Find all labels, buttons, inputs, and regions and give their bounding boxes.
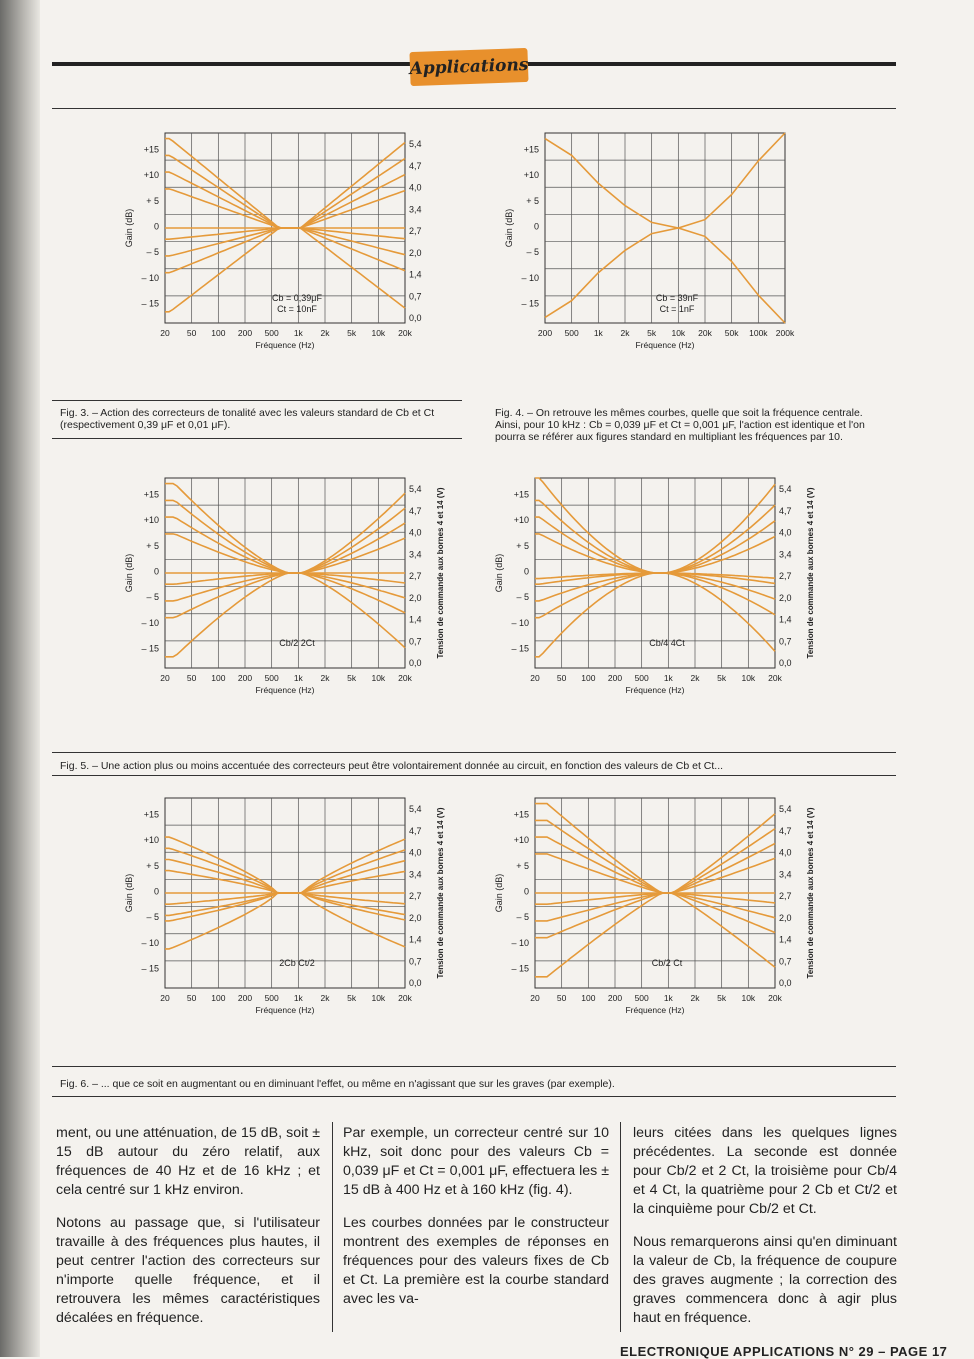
response-curve [545, 133, 785, 228]
y-tick-label: +10 [523, 170, 539, 181]
x-tick-label: 20k [768, 673, 782, 683]
control-voltage-label: 4,7 [779, 505, 792, 516]
figure-6b [490, 790, 830, 1050]
x-axis-label: Fréquence (Hz) [635, 340, 695, 350]
x-tick-label: 200 [237, 328, 253, 338]
rule [52, 1066, 896, 1067]
control-voltage-label: 1,4 [409, 269, 422, 280]
control-voltage-label: 0,7 [409, 291, 422, 302]
response-curve [535, 500, 775, 573]
control-voltage-label: 5,4 [409, 139, 422, 149]
x-tick-label: 200 [607, 673, 623, 683]
body-col-3 [633, 1124, 897, 1342]
body-col-1 [56, 1124, 320, 1342]
figure-4 [500, 125, 830, 380]
x-tick-label: 20 [160, 673, 170, 683]
control-voltage-label: 3,4 [409, 204, 422, 215]
response-curve [535, 478, 775, 573]
rule [52, 438, 462, 439]
response-curve [535, 573, 775, 584]
figure-5b [490, 470, 830, 725]
control-voltage-label: 0,0 [779, 978, 792, 988]
control-voltage-label: 4,7 [409, 825, 422, 836]
y-axis-label: Gain (dB) [124, 208, 134, 248]
x-tick-label: 2k [320, 993, 330, 1003]
x-tick-label: 20k [698, 328, 712, 338]
component-values-label: Ct = 1nF [659, 304, 695, 314]
x-tick-label: 20 [530, 673, 540, 683]
component-values-label: Cb/2 Ct [651, 958, 683, 968]
right-axis-title: Tension de commande aux bornes 4 et 14 (V) [436, 487, 445, 659]
paragraph: Les courbes données par le constructeur montrent des exemples de réponses en fréquences pour des valeurs fixes de Cb et Ct. La première est la courbe standard avec les va- [343, 1215, 609, 1307]
response-curve [535, 854, 775, 893]
x-axis-label: Fréquence (Hz) [625, 685, 685, 695]
control-voltage-label: 2,7 [779, 571, 792, 581]
x-tick-label: 2k [690, 993, 700, 1003]
control-voltage-label: 1,4 [779, 614, 792, 625]
x-tick-label: 1k [293, 993, 303, 1003]
control-voltage-label: 5,4 [409, 484, 422, 494]
x-tick-label: 20 [160, 993, 170, 1003]
x-tick-label: 1k [593, 328, 603, 338]
x-tick-label: 50 [556, 673, 567, 683]
x-tick-label: 5k [717, 993, 727, 1003]
control-voltage-label: 0,0 [409, 978, 422, 988]
x-tick-label: 20k [768, 993, 782, 1003]
control-voltage-label: 3,4 [779, 549, 792, 560]
column-divider [620, 1122, 621, 1332]
response-curve [165, 228, 405, 239]
response-curve [165, 228, 405, 256]
x-tick-label: 20k [398, 993, 412, 1003]
page-footer: ELECTRONIQUE APPLICATIONS N° 29 – PAGE 17 [620, 1344, 948, 1359]
y-tick-label: – 5 [146, 247, 159, 258]
rule [52, 775, 896, 776]
y-tick-label: +15 [143, 489, 159, 500]
figure-6a [120, 790, 460, 1050]
component-values-label: Cb/4 4Ct [649, 638, 685, 648]
paragraph: leurs citées dans les quelques lignes précédentes. La seconde est donnée pour Cb/2 et 2 Ct, la troisième pour Cb/4 et 4 Ct, la quatrième pour 2 Cb et Ct/2 et la cinquième pour Cb/2 et Ct. [633, 1125, 897, 1217]
control-voltage-label: 0,7 [409, 636, 422, 647]
y-tick-label: +10 [513, 835, 529, 846]
caption-fig3: Fig. 3. – Action des correcteurs de tonalité avec les valeurs standard de Cb et Ct (respectivement 0,39 μF et 0,01 μF). [60, 407, 435, 431]
response-curve [165, 837, 405, 893]
x-tick-label: 2k [320, 673, 330, 683]
x-tick-label: 100k [749, 328, 768, 338]
y-tick-label: – 10 [521, 272, 539, 283]
y-tick-label: 0 [153, 566, 159, 577]
control-voltage-label: 2,7 [779, 891, 792, 901]
x-tick-label: 2k [620, 328, 630, 338]
y-tick-label: – 5 [146, 592, 159, 603]
x-axis-label: Fréquence (Hz) [255, 685, 315, 695]
x-tick-label: 20 [160, 328, 170, 338]
y-tick-label: – 15 [141, 643, 159, 654]
section-badge: Applications [409, 48, 528, 86]
column-divider [332, 1122, 333, 1332]
y-tick-label: – 5 [146, 912, 159, 923]
control-voltage-label: 5,4 [779, 804, 792, 814]
x-tick-label: 10k [371, 673, 386, 683]
control-voltage-label: 1,4 [409, 614, 422, 625]
paragraph: Par exemple, un correcteur centré sur 10 kHz, soit donc pour des valeurs Cb = 0,039 μF et Ct = 0,001 μF, effectuera les ± 15 dB à 400 Hz et à 160 kHz (fig. 4). [343, 1125, 609, 1198]
x-tick-label: 500 [264, 993, 279, 1003]
x-tick-label: 10k [741, 993, 756, 1003]
control-voltage-label: 2,0 [779, 592, 792, 603]
figure-5a [120, 470, 460, 725]
y-tick-label: 0 [153, 886, 159, 897]
control-voltage-label: 0,0 [779, 658, 792, 668]
y-tick-label: – 10 [141, 617, 159, 628]
x-tick-label: 2k [690, 673, 700, 683]
x-tick-label: 100 [211, 328, 226, 338]
y-tick-label: + 5 [516, 860, 529, 871]
y-tick-label: + 5 [516, 540, 529, 551]
response-curve [165, 155, 405, 228]
caption-fig6: Fig. 6. – ... que ce soit en augmentant ou en diminuant l'effet, ou même en n'agissant que sur les graves (par exemple). [60, 1078, 615, 1090]
y-tick-label: – 10 [511, 937, 529, 948]
control-voltage-label: 4,0 [409, 527, 422, 538]
component-values-label: 2Cb Ct/2 [279, 958, 315, 968]
control-voltage-label: 1,4 [779, 934, 792, 945]
control-voltage-label: 1,4 [409, 934, 422, 945]
x-tick-label: 10k [741, 673, 756, 683]
control-voltage-label: 0,7 [779, 636, 792, 647]
control-voltage-label: 5,4 [409, 804, 422, 814]
control-voltage-label: 2,0 [779, 912, 792, 923]
control-voltage-label: 2,7 [409, 226, 422, 236]
y-tick-label: – 10 [141, 272, 159, 283]
x-axis-label: Fréquence (Hz) [625, 1005, 685, 1015]
control-voltage-label: 4,0 [779, 847, 792, 858]
x-tick-label: 5k [347, 673, 357, 683]
x-tick-label: 100 [211, 993, 226, 1003]
x-tick-label: 1k [293, 673, 303, 683]
x-tick-label: 50k [724, 328, 739, 338]
caption-fig5: Fig. 5. – Une action plus ou moins accentuée des correcteurs peut être volontairement donnée au circuit, en fonction des valeurs de Cb et Ct... [60, 760, 724, 772]
response-curve [535, 837, 775, 893]
control-voltage-label: 0,7 [409, 956, 422, 967]
y-tick-label: – 10 [511, 617, 529, 628]
x-tick-label: 1k [663, 673, 673, 683]
y-tick-label: + 5 [146, 195, 159, 206]
response-curve [165, 573, 405, 618]
figure-3 [120, 125, 450, 380]
component-values-label: Cb = 0,39μF [272, 293, 322, 303]
x-tick-label: 200k [775, 328, 795, 338]
binder-shadow [0, 0, 40, 1357]
control-voltage-label: 3,4 [409, 869, 422, 880]
x-tick-label: 5k [647, 328, 657, 338]
control-voltage-label: 4,7 [409, 505, 422, 516]
control-voltage-label: 2,0 [409, 592, 422, 603]
body-col-2 [343, 1124, 609, 1323]
x-tick-label: 5k [347, 328, 357, 338]
paragraph: ment, ou une atténuation, de 15 dB, soit ± 15 dB autour du zéro relatif, aux fréquences de 40 Hz et de 16 kHz ; et cela centré sur 1 kHz environ. [56, 1125, 320, 1198]
right-axis-title: Tension de commande aux bornes 4 et 14 (V) [806, 487, 815, 659]
x-tick-label: 200 [607, 993, 623, 1003]
response-curve [165, 500, 405, 573]
control-voltage-label: 4,0 [779, 527, 792, 538]
control-voltage-label: 3,4 [779, 869, 792, 880]
paragraph: Notons au passage que, si l'utilisateur travaille à des fréquences plus hautes, il peut centrer l'action des correcteurs sur n'importe quelle fréquence, et il retrouvera les mêmes caractéristiques décalées en fréquence. [56, 1215, 320, 1326]
y-tick-label: 0 [523, 886, 529, 897]
response-curve [535, 820, 775, 893]
x-tick-label: 1k [293, 328, 303, 338]
y-tick-label: + 5 [146, 540, 159, 551]
y-axis-label: Gain (dB) [494, 873, 504, 913]
response-curve [165, 534, 405, 573]
control-voltage-label: 2,7 [409, 891, 422, 901]
component-values-label: Cb = 39nF [655, 293, 699, 303]
y-tick-label: + 5 [146, 860, 159, 871]
rule [52, 1096, 896, 1097]
response-curve [535, 573, 775, 579]
x-tick-label: 200 [237, 673, 253, 683]
y-tick-label: – 15 [511, 963, 529, 974]
x-tick-label: 2k [320, 328, 330, 338]
rule [52, 108, 896, 109]
y-tick-label: +10 [143, 515, 159, 526]
control-voltage-label: 0,0 [409, 313, 422, 323]
right-axis-title: Tension de commande aux bornes 4 et 14 (V) [806, 807, 815, 979]
x-tick-label: 5k [717, 673, 727, 683]
x-tick-label: 500 [264, 673, 279, 683]
control-voltage-label: 2,0 [409, 912, 422, 923]
x-tick-label: 100 [211, 673, 226, 683]
y-axis-label: Gain (dB) [494, 553, 504, 593]
x-tick-label: 200 [237, 993, 253, 1003]
y-tick-label: – 5 [516, 912, 529, 923]
rule [52, 400, 462, 401]
x-tick-label: 500 [264, 328, 279, 338]
x-tick-label: 50 [186, 993, 197, 1003]
x-tick-label: 5k [347, 993, 357, 1003]
x-tick-label: 500 [634, 993, 649, 1003]
x-tick-label: 10k [371, 993, 386, 1003]
x-tick-label: 20k [398, 328, 412, 338]
y-tick-label: +15 [513, 489, 529, 500]
component-values-label: Ct = 10nF [277, 304, 317, 314]
x-tick-label: 50 [556, 993, 567, 1003]
component-values-label: Cb/2 2Ct [279, 638, 315, 648]
y-tick-label: +10 [513, 515, 529, 526]
x-tick-label: 50 [186, 328, 197, 338]
rule [52, 752, 896, 753]
x-tick-label: 500 [634, 673, 649, 683]
control-voltage-label: 4,0 [409, 182, 422, 193]
y-tick-label: +15 [523, 144, 539, 155]
x-tick-label: 20 [530, 993, 540, 1003]
x-tick-label: 200 [537, 328, 553, 338]
x-tick-label: 50 [186, 673, 197, 683]
y-tick-label: +15 [513, 809, 529, 820]
y-axis-label: Gain (dB) [124, 553, 134, 593]
control-voltage-label: 5,4 [779, 484, 792, 494]
y-tick-label: – 10 [141, 937, 159, 948]
x-tick-label: 100 [581, 673, 596, 683]
x-tick-label: 20k [398, 673, 412, 683]
response-curve [165, 893, 405, 921]
x-tick-label: 500 [564, 328, 579, 338]
y-tick-label: – 5 [526, 247, 539, 258]
y-tick-label: +10 [143, 835, 159, 846]
control-voltage-label: 4,7 [409, 160, 422, 171]
control-voltage-label: 3,4 [409, 549, 422, 560]
response-curve [165, 189, 405, 228]
response-curve [165, 871, 405, 893]
response-curve [165, 893, 405, 904]
control-voltage-label: 4,0 [409, 847, 422, 858]
control-voltage-label: 2,7 [409, 571, 422, 581]
x-axis-label: Fréquence (Hz) [255, 340, 315, 350]
x-tick-label: 100 [581, 993, 596, 1003]
y-tick-label: +10 [143, 170, 159, 181]
x-tick-label: 10k [671, 328, 686, 338]
control-voltage-label: 0,0 [409, 658, 422, 668]
control-voltage-label: 2,0 [409, 247, 422, 258]
y-tick-label: + 5 [526, 195, 539, 206]
y-axis-label: Gain (dB) [124, 873, 134, 913]
control-voltage-label: 4,7 [779, 825, 792, 836]
y-tick-label: 0 [153, 221, 159, 232]
y-tick-label: – 15 [511, 643, 529, 654]
y-tick-label: 0 [533, 221, 539, 232]
right-axis-title: Tension de commande aux bornes 4 et 14 (V) [436, 807, 445, 979]
y-tick-label: – 15 [521, 298, 539, 309]
y-tick-label: – 5 [516, 592, 529, 603]
y-tick-label: – 15 [141, 963, 159, 974]
caption-fig4: Fig. 4. – On retrouve les mêmes courbes, quelle que soit la fréquence centrale. Ainsi, pour 10 kHz : Cb = 0,039 μF et Ct = 0,001 μF, l'action est identique et l'on pourra se référer aux figures standard en multipliant les fréquences par 10. [495, 407, 865, 443]
x-tick-label: 10k [371, 328, 386, 338]
x-tick-label: 1k [663, 993, 673, 1003]
paragraph: Nous remarquerons ainsi qu'en diminuant la valeur de Cb, la fréquence de coupure des graves augmente ; la correction des graves commencera donc à agir plus haut en fréquence. [633, 1234, 897, 1326]
control-voltage-label: 0,7 [779, 956, 792, 967]
y-tick-label: 0 [523, 566, 529, 577]
y-tick-label: +15 [143, 809, 159, 820]
x-axis-label: Fréquence (Hz) [255, 1005, 315, 1015]
y-tick-label: +15 [143, 144, 159, 155]
y-tick-label: – 15 [141, 298, 159, 309]
y-axis-label: Gain (dB) [504, 208, 514, 248]
